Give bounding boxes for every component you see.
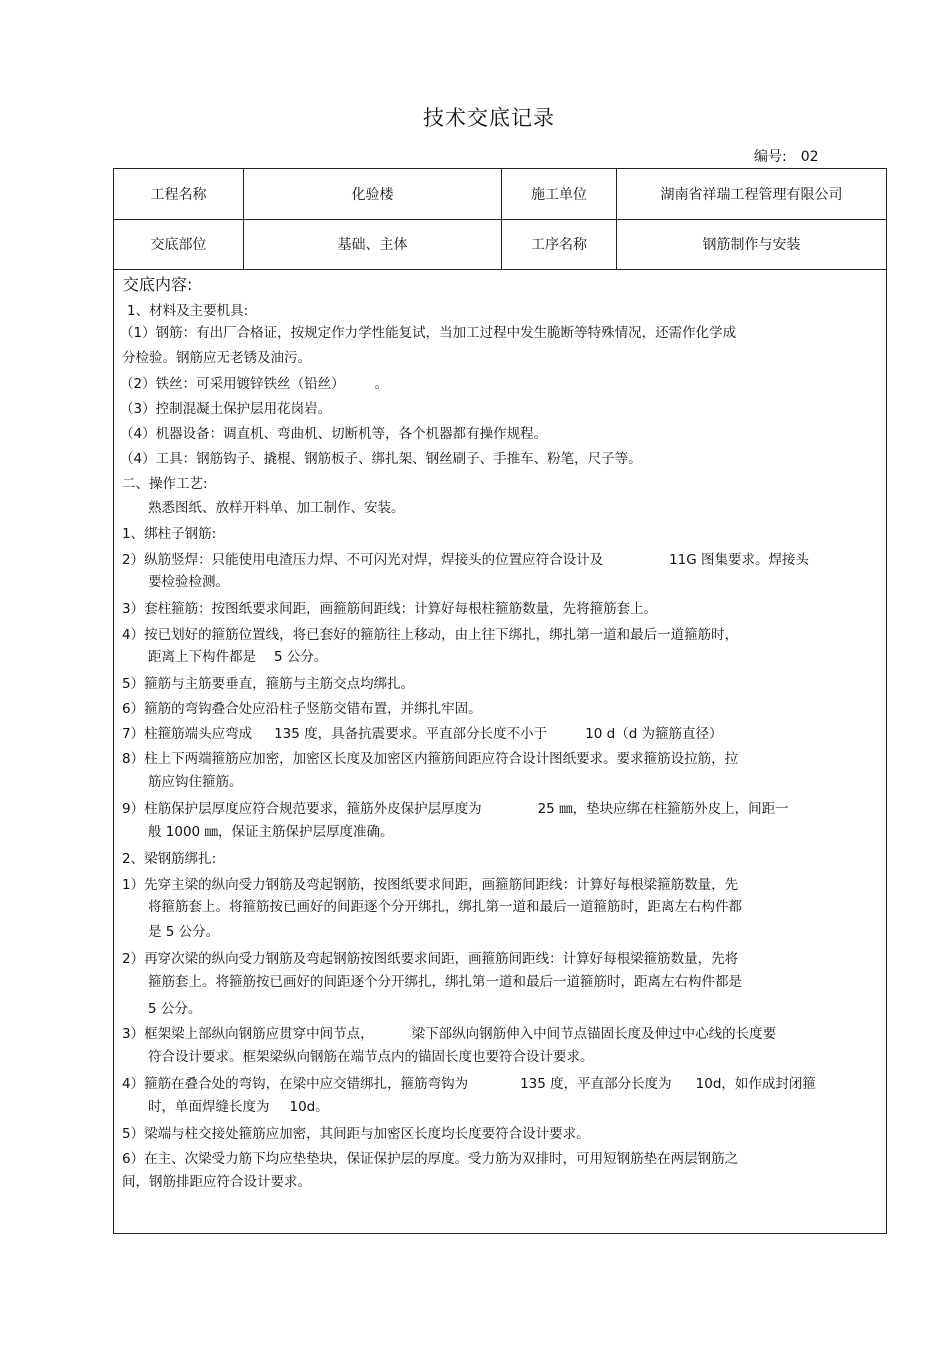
content-line [122,548,809,568]
content-line [122,722,723,742]
content-line: 5）箍筋与主筋要垂直，箍筋与主筋交点均绑扎。 [122,676,415,692]
location-value: 基础、主体 [337,237,408,253]
content-fragment: 135 度，具备抗震要求。平直部分长度不小于 [274,726,548,742]
content-line: 2、梁钢筋绑扎: [122,851,217,867]
content-line [122,1022,776,1042]
document-title: 技术交底记录 [423,106,555,130]
content-line: 3）套柱箍筋：按图纸要求间距，画箍筋间距线：计算好每根柱箍筋数量，先将箍筋套上。 [122,601,658,617]
content-line: 间，钢筋排距应符合设计要求。 [122,1174,311,1190]
content-fragment: 135 度，平直部分长度为 [520,1076,672,1092]
content-line: 1）先穿主梁的纵向受力钢筋及弯起钢筋，按图纸要求间距，画箍筋间距线：计算好每根梁箍筋数量，先 [122,877,739,893]
content-line [148,1095,329,1115]
content-fragment: 10d，如作成封闭箍 [695,1076,816,1092]
content-line: （3）控制混凝土保护层用花岗岩。 [120,401,332,417]
content-line: 般 1000 ㎜，保证主筋保护层厚度准确。 [148,824,394,840]
content-fragment: 时，单面焊缝长度为 [148,1099,270,1115]
content-fragment: 10d。 [289,1099,329,1115]
content-line: 分检验。钢筋应无老锈及油污。 [122,350,311,366]
content-line: 熟悉图纸、放样开料单、加工制作、安装。 [148,500,405,516]
content-line [148,645,327,665]
document-number [754,146,819,166]
content-line [122,1072,816,1092]
project-name-label: 工程名称 [150,187,207,203]
process-value: 钢筋制作与安装 [702,237,801,253]
content-fragment: 2）纵筋竖焊：只能使用电渣压力焊、不可闪光对焊，焊接头的位置应符合设计及 [122,552,604,568]
document-number-value: 02 [800,149,819,165]
content-line: 将箍筋套上。将箍筋按已画好的间距逐个分开绑扎，绑扎第一道和最后一道箍筋时，距离左右构件都 [148,899,742,915]
document-number-label: 编号: [754,149,787,165]
row-divider [114,269,886,270]
content-fragment: 7）柱箍筋端头应弯成 [122,726,253,742]
content-line: 是 5 公分。 [148,924,220,940]
location-label: 交底部位 [150,237,207,253]
content-line: （1）钢筋：有出厂合格证，按规定作力学性能复试，当加工过程中发生脆断等特殊情况，还需作化学成 [120,325,737,341]
content-fragment: 距离上下构件都是 [148,649,256,665]
content-line: 二、操作工艺: [122,476,208,492]
content-fragment: 9）柱筋保护层厚度应符合规范要求，箍筋外皮保护层厚度为 [122,801,482,817]
content-heading: 交底内容: [123,275,193,294]
content-fragment: 25 ㎜，垫块应绑在柱箍筋外皮上，间距一 [537,801,789,817]
project-name-value: 化验楼 [351,187,394,203]
content-line: 6）箍筋的弯钩叠合处应沿柱子竖筋交错布置，并绑扎牢固。 [122,701,482,717]
construction-unit-label: 施工单位 [531,187,587,203]
content-line: 箍筋套上。将箍筋按已画好的间距逐个分开绑扎，绑扎第一道和最后一道箍筋时，距离左右构件都是 [148,974,742,990]
content-line: 6）在主、次梁受力筋下均应垫垫块，保证保护层的厚度。受力筋为双排时，可用短钢筋垫在两层钢筋之 [122,1151,739,1167]
content-line: 1、绑柱子钢筋: [122,526,217,542]
content-fragment: （2）铁丝：可采用镀锌铁丝（铅丝） [120,376,345,392]
content-line: 1、材料及主要机具: [127,303,249,319]
content-fragment: 。 [374,376,389,392]
content-line: （4）机器设备：调直机、弯曲机、切断机等，各个机器都有操作规程。 [120,426,548,442]
content-line [120,372,388,392]
content-line: 5 公分。 [148,1001,202,1017]
content-fragment: 4）箍筋在叠合处的弯钩，在梁中应交错绑扎，箍筋弯钩为 [122,1076,469,1092]
content-line: 符合设计要求。框架梁纵向钢筋在端节点内的锚固长度也要符合设计要求。 [148,1049,594,1065]
content-line: 2）再穿次梁的纵向受力钢筋及弯起钢筋按图纸要求间距，画箍筋间距线：计算好每根梁箍筋数量，先将 [122,951,739,967]
content-line [122,797,789,817]
content-line: 4）按已划好的箍筋位置线，将已套好的箍筋往上移动，由上往下绑扎，绑扎第一道和最后一道箍筋时， [122,627,739,643]
content-fragment: 3）框架梁上部纵向钢筋应贯穿中间节点， [122,1026,374,1042]
content-line: 5）梁端与柱交接处箍筋应加密，其间距与加密区长度均长度要符合设计要求。 [122,1126,590,1142]
content-fragment: 10 d（d 为箍筋直径） [585,726,723,742]
content-line: 8）柱上下两端箍筋应加密，加密区长度及加密区内箍筋间距应符合设计图纸要求。要求箍筋设拉筋，拉 [122,751,739,767]
content-fragment: 11G 图集要求。焊接头 [669,552,810,568]
content-line: 要检验检测。 [148,574,229,590]
record-table [113,168,887,1234]
content-line: （4）工具：钢筋钩子、撬棍、钢筋板子、绑扎架、钢丝刷子、手推车、粉笔，尺子等。 [120,451,642,467]
content-line: 筋应钩住箍筋。 [148,774,243,790]
construction-unit-value: 湖南省祥瑞工程管理有限公司 [660,187,843,203]
content-fragment: 5 公分。 [274,649,328,665]
content-fragment: 梁下部纵向钢筋伸入中间节点锚固长度及伸过中心线的长度要 [411,1026,777,1042]
process-label: 工序名称 [531,237,587,253]
